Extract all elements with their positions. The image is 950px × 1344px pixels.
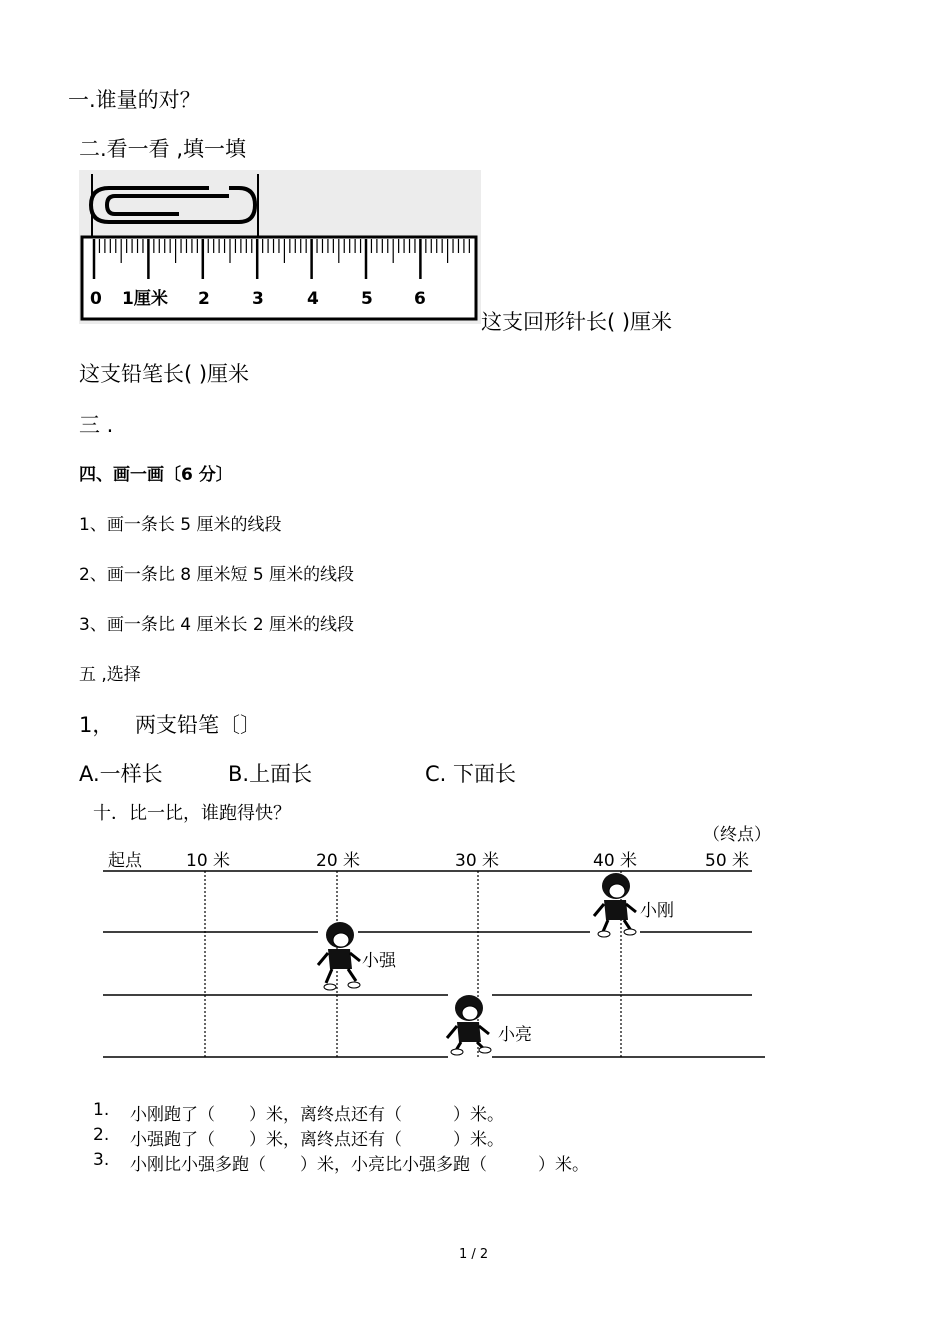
runner-label-xiaogang: 小刚 <box>640 901 674 921</box>
mark-10m: 10 米 <box>186 851 231 871</box>
draw-item-1: 1、画一条长 5 厘米的线段 <box>79 515 282 535</box>
race-question-1: 小刚跑了（ ）米，离终点还有（ ）米。 <box>130 1105 504 1125</box>
race-question-2-number: 2. <box>93 1125 110 1145</box>
runner-icon-xiaoqiang <box>318 922 360 990</box>
distance-markers <box>205 871 621 1057</box>
race-title: 十．比一比，谁跑得快？ <box>93 803 291 824</box>
ruler-label-3: 3 <box>252 289 264 309</box>
mark-20m: 20 米 <box>316 851 361 871</box>
page-number: 1 / 2 <box>459 1247 489 1262</box>
choice-option-c: C. 下面长 <box>425 762 517 786</box>
lane-lines <box>103 932 765 1057</box>
runner-icon-xiaogang <box>594 873 636 937</box>
ruler-paperclip-figure <box>79 170 481 324</box>
runner-label-xiaoliang: 小亮 <box>498 1025 532 1045</box>
section-3-title: 三 . <box>79 413 114 437</box>
ruler-label-4: 4 <box>307 289 319 309</box>
finish-note: （终点） <box>703 825 771 845</box>
runner-icon-xiaoliang <box>447 995 491 1055</box>
race-question-2: 小强跑了（ ）米，离终点还有（ ）米。 <box>130 1130 504 1150</box>
mark-50m: 50 米 <box>705 851 750 871</box>
section-4-title: 四、画一画〔6 分〕 <box>79 465 233 485</box>
choice-option-b: B.上面长 <box>228 762 313 786</box>
runner-label-xiaoqiang: 小强 <box>362 951 396 971</box>
ruler-label-5: 5 <box>361 289 373 309</box>
choice-option-a: A.一样长 <box>79 762 163 786</box>
draw-item-2: 2、画一条比 8 厘米短 5 厘米的线段 <box>79 565 355 585</box>
mark-30m: 30 米 <box>455 851 500 871</box>
ruler-label-2: 2 <box>198 289 210 309</box>
paperclip-question: 这支回形针长( )厘米 <box>481 310 673 334</box>
race-question-3: 小刚比小强多跑（ ）米，小亮比小强多跑（ ）米。 <box>130 1155 589 1175</box>
section-5-title: 五 ,选择 <box>79 665 141 685</box>
choice-question: 两支铅笔〔〕 <box>135 713 261 737</box>
race-question-1-number: 1. <box>93 1100 110 1120</box>
section-2-title: 二.看一看 ,填一填 <box>79 137 247 161</box>
pencil-question: 这支铅笔长( )厘米 <box>79 362 250 386</box>
ruler-label-1: 1厘米 <box>122 289 168 309</box>
mark-start: 起点 <box>108 851 142 871</box>
section-1-title: 一.谁量的对？ <box>68 88 201 112</box>
ruler-label-6: 6 <box>414 289 426 309</box>
ruler-label-0: 0 <box>90 289 102 309</box>
race-question-3-number: 3. <box>93 1150 110 1170</box>
race-track-figure <box>0 815 950 1065</box>
choice-question-number: 1， <box>79 713 114 737</box>
mark-40m: 40 米 <box>593 851 638 871</box>
draw-item-3: 3、画一条比 4 厘米长 2 厘米的线段 <box>79 615 355 635</box>
